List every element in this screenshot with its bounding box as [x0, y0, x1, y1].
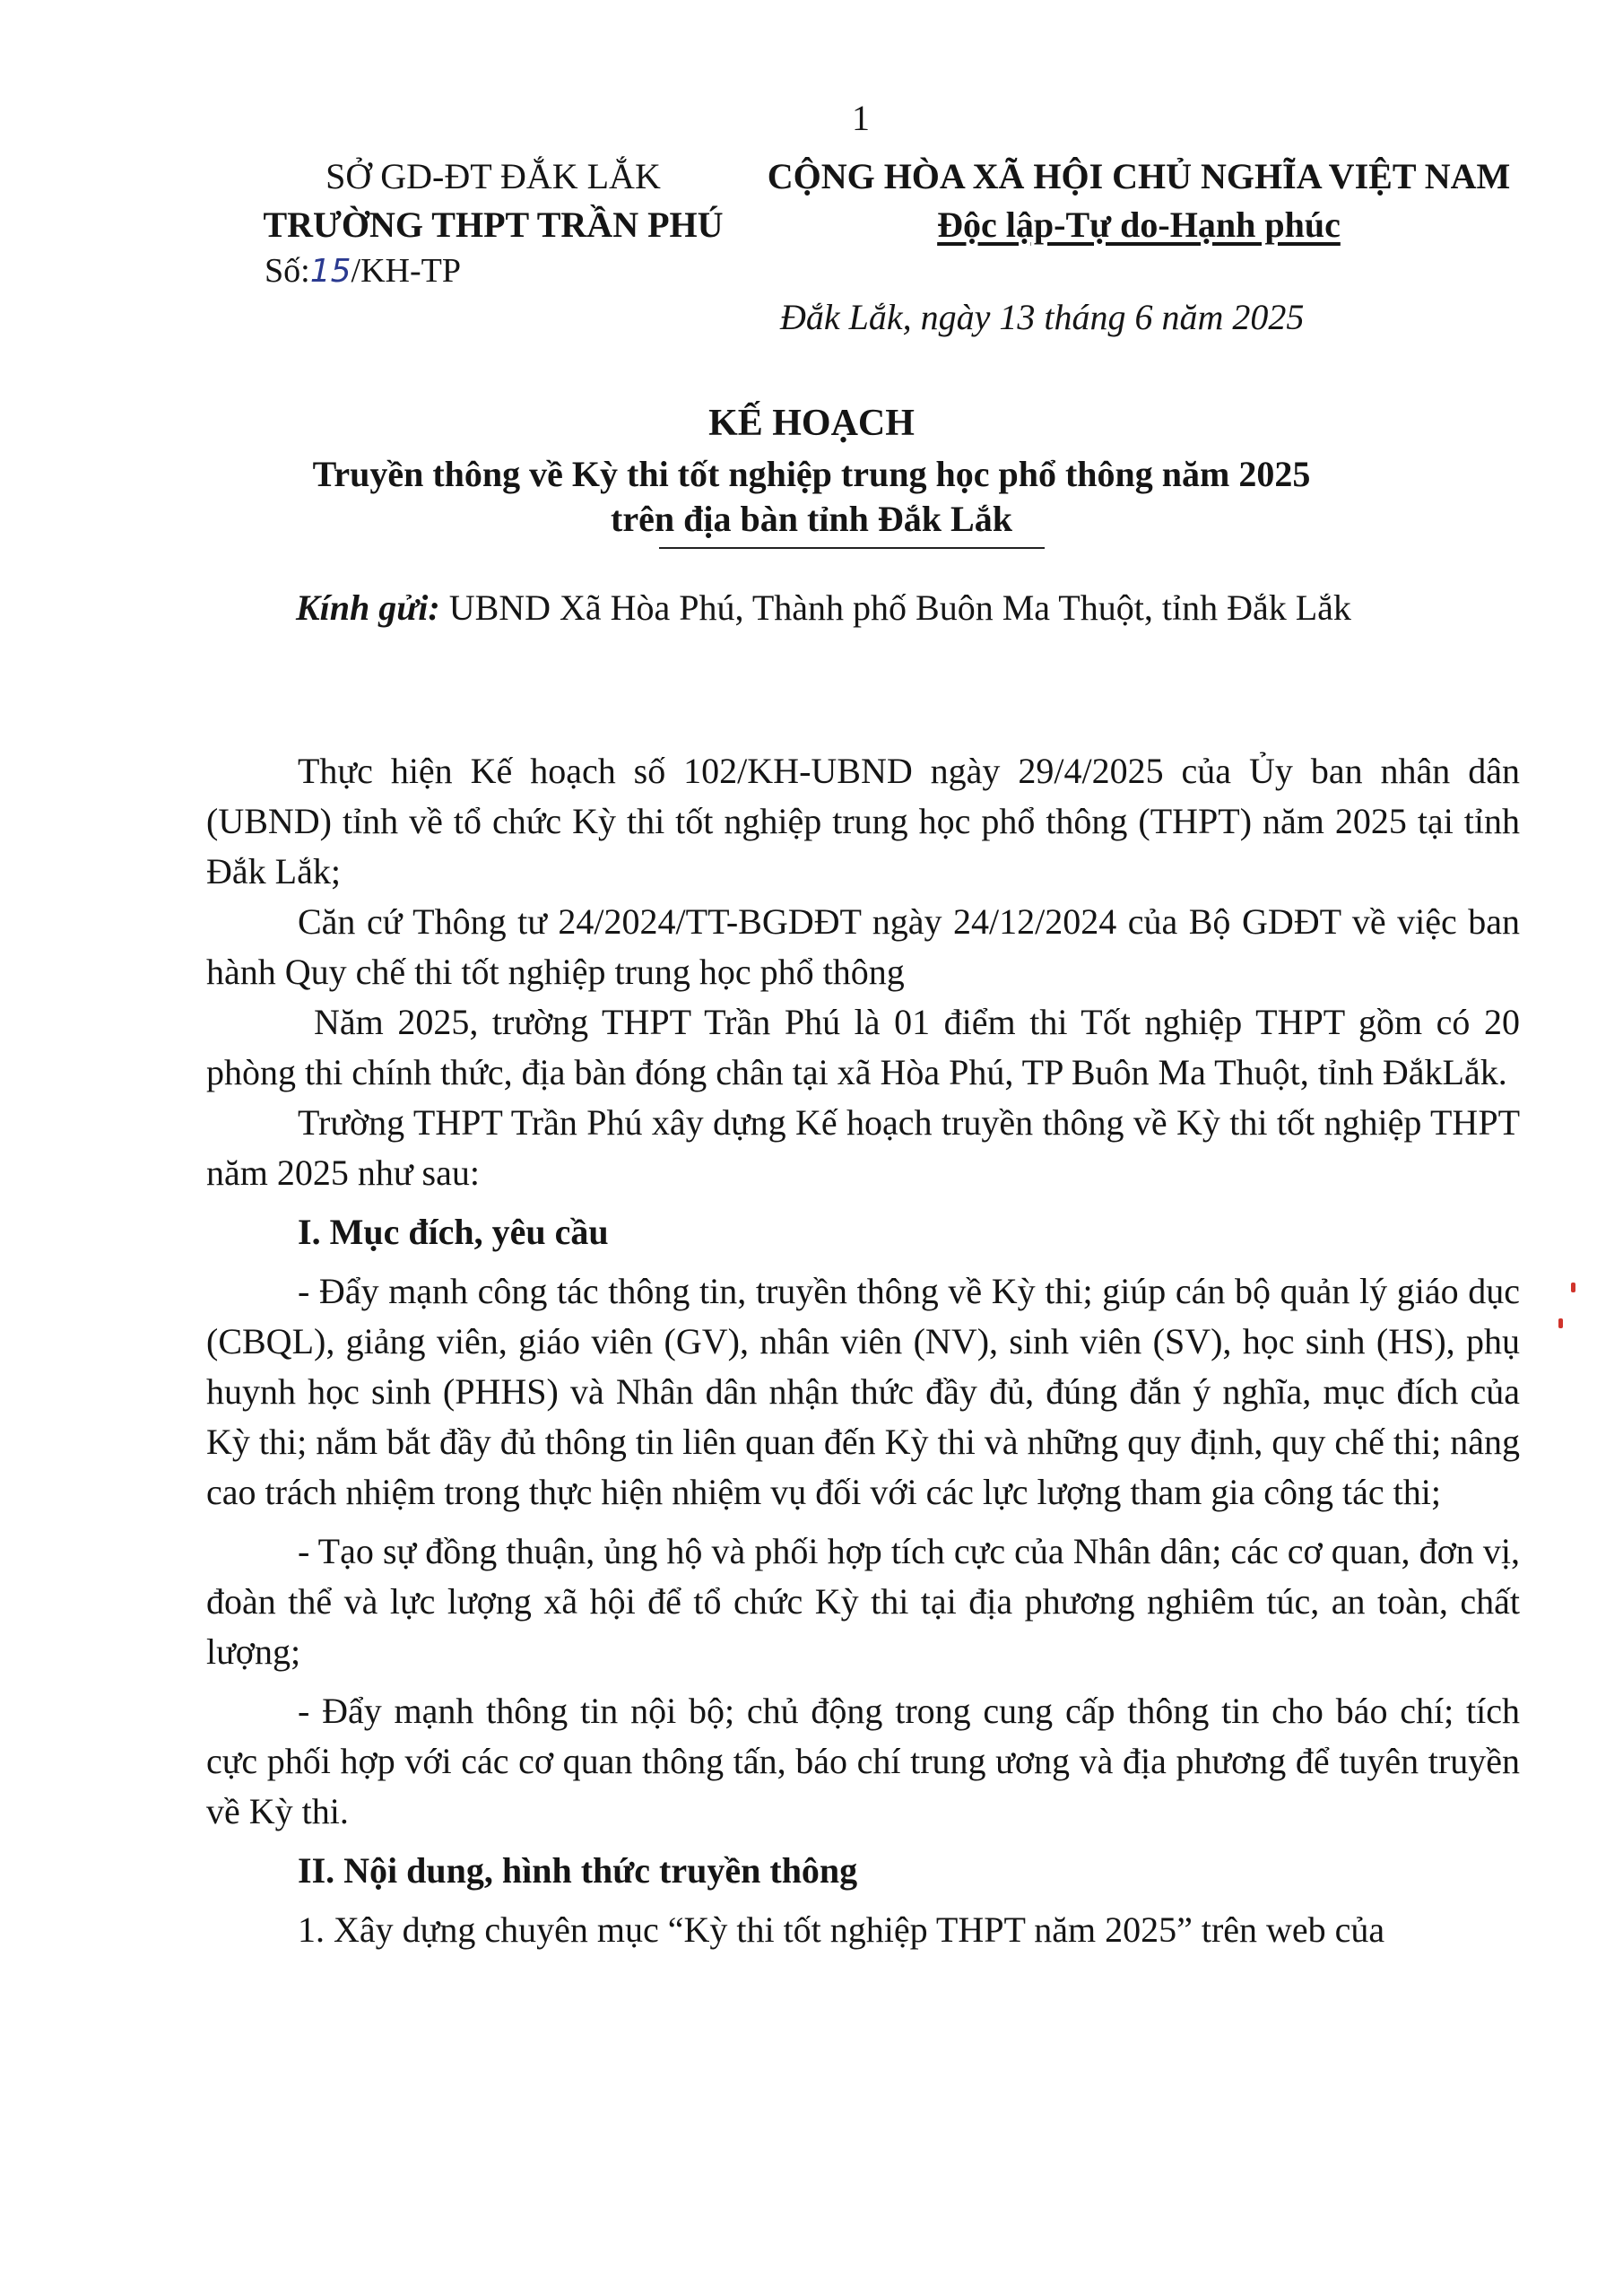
section-item: - Đẩy mạnh công tác thông tin, truyền thông về Kỳ thi; giúp cán bộ quản lý giáo dục (CBQL), giảng viên, giáo viên (GV), nhân viên (NV), sinh viên (SV), học sinh (HS), phụ huynh học sinh (PHHS) và Nhân dân nhận thức đầy đủ, đúng đắn ý nghĩa, mục đích của Kỳ thi; nắm bắt đầy đủ thông tin liên quan đến Kỳ thi và những quy định, quy chế thi; nâng cao trách nhiệm trong thực hiện nhiệm vụ đối với các lực lượng tham gia công tác thi;	[206, 1271, 1520, 1512]
section-item: - Đẩy mạnh thông tin nội bộ; chủ động trong cung cấp thông tin cho báo chí; tích cực phối hợp với các cơ quan thông tấn, báo chí trung ương và địa phương để tuyên truyền về Kỳ thi.	[206, 1691, 1520, 1831]
intro-paragraph: Năm 2025, trường THPT Trần Phú là 01 điểm thi Tốt nghiệp THPT gồm có 20 phòng thi chính thức, địa bàn đóng chân tại xã Hòa Phú, TP Buôn Ma Thuột, tỉnh ĐắkLắk.	[206, 1002, 1520, 1092]
document-subtitle-line2: trên địa bàn tỉnh Đắk Lắk	[611, 499, 1012, 539]
date-line: Đắk Lắk, ngày 13 tháng 6 năm 2025	[780, 297, 1305, 337]
issuing-agency-header	[242, 152, 744, 249]
document-body	[206, 746, 1520, 1955]
school-name: TRƯỜNG THPT TRẦN PHÚ	[263, 204, 724, 245]
department-name: SỞ GD-ĐT ĐẮK LẮK	[325, 156, 661, 196]
intro-paragraph: Trường THPT Trần Phú xây dựng Kế hoạch truyền thông về Kỳ thi tốt nghiệp THPT năm 2025 như sau:	[206, 1102, 1520, 1193]
country-name: CỘNG HÒA XÃ HỘI CHỦ NGHĨA VIỆT NAM	[767, 156, 1511, 196]
red-margin-mark	[1558, 1318, 1563, 1328]
recipient	[296, 583, 1372, 633]
page-number: 1	[852, 98, 870, 138]
document-subtitle: Truyền thông về Kỳ thi tốt nghiệp trung học phổ thông năm 2025	[312, 454, 1311, 494]
intro-paragraph: Thực hiện Kế hoạch số 102/KH-UBND ngày 29/4/2025 của Ủy ban nhân dân (UBND) tỉnh về tổ chức Kỳ thi tốt nghiệp trung học phổ thông (THPT) năm 2025 tại tỉnh Đắk Lắk;	[206, 751, 1520, 891]
section-item: 1. Xây dựng chuyên mục “Kỳ thi tốt nghiệp THPT năm 2025” trên web của	[298, 1909, 1385, 1950]
recipient-label: Kính gửi:	[296, 587, 440, 628]
national-motto-header	[744, 152, 1533, 249]
document-title: KẾ HOẠCH	[708, 403, 915, 444]
section-heading: I. Mục đích, yêu cầu	[298, 1212, 609, 1252]
section-item: - Tạo sự đồng thuận, ủng hộ và phối hợp tích cực của Nhân dân; các cơ quan, đơn vị, đoàn thể và lực lượng xã hội để tổ chức Kỳ thi tại địa phương nghiêm túc, an toàn, chất lượng;	[206, 1531, 1520, 1672]
document-number-suffix: /KH-TP	[351, 252, 461, 290]
section-heading: II. Nội dung, hình thức truyền thông	[298, 1850, 858, 1891]
recipient-text: UBND Xã Hòa Phú, Thành phố Buôn Ma Thuột, tỉnh Đắk Lắk	[448, 587, 1351, 628]
document-number-label: Số:	[265, 252, 310, 290]
red-margin-mark	[1571, 1283, 1575, 1292]
motto: Độc lập-Tự do-Hạnh phúc	[937, 204, 1341, 245]
document-number	[265, 251, 461, 291]
title-underline-divider	[659, 547, 1045, 549]
document-number-handwritten: 15	[309, 253, 352, 290]
intro-paragraph: Căn cứ Thông tư 24/2024/TT-BGDĐT ngày 24/12/2024 của Bộ GDĐT về việc ban hành Quy chế thi tốt nghiệp trung học phổ thông	[206, 901, 1520, 992]
